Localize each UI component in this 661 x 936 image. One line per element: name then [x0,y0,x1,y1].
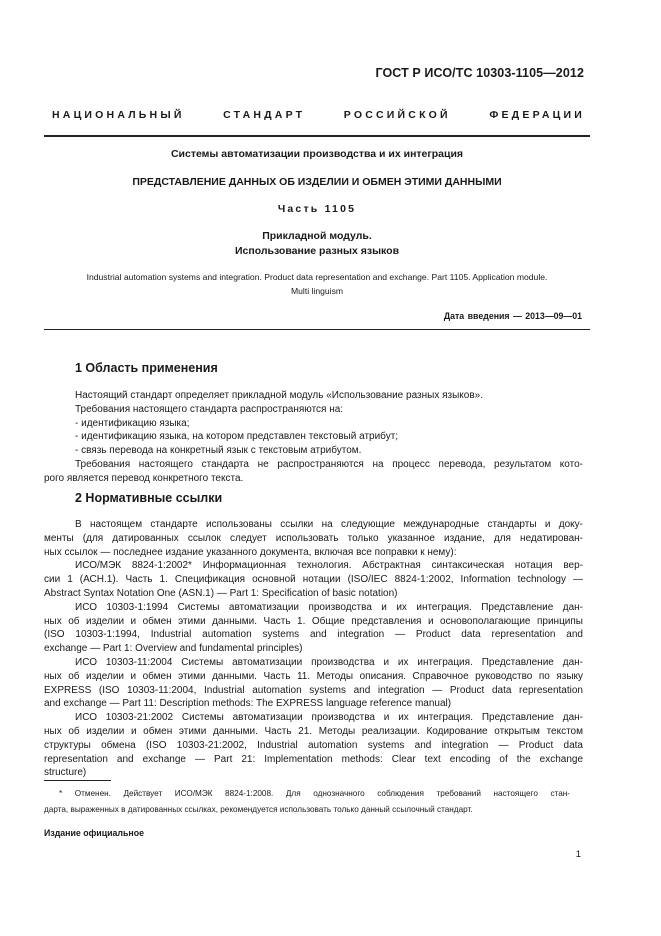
text-line: ных об изделии и обмен этими данными. Часть 1. Общие представления и основополагающие принципы [44,615,583,627]
text-line: В настоящем стандарте использованы ссылки на следующие международные стандарты и доку- [75,519,583,530]
text-line: сии 1 (АСН.1). Часть 1. Спецификация основной нотации (ISO/IEC 8824-1:2002, Information technology — [44,574,583,586]
text-line: exchange — Part 1: Overview and fundamental principles) [44,643,303,655]
footnote-line: дарта, выраженных в датированных ссылках, рекомендуется использовать только данный ссылочный стандарт. [44,805,473,814]
text-line: Требования настоящего стандарта распространяются на: [75,403,344,415]
subtitle-line-2: Использование разных языков [234,245,400,257]
text-line: and exchange — Part 11: Description methods: The EXPRESS language reference manual) [44,698,452,710]
text-line: рого является перевод конкретного текста. [44,472,244,484]
text-line: - идентификацию языка, на котором представлен текстовый атрибут; [75,431,399,443]
official-edition-label: Издание официальное [44,828,144,838]
text-line: EXPRESS (ISO 10303-11:2004, Industrial automation systems and integration — Product data representation [44,684,583,696]
national-standard-banner: НАЦИОНАЛЬНЫЙ СТАНДАРТ РОССИЙСКОЙ ФЕДЕРАЦИИ [52,109,585,121]
text-line: - идентификацию языка; [75,417,190,429]
footnote-divider [44,780,111,781]
date-divider [44,329,590,330]
text-line: - связь перевода на конкретный язык с текстовым атрибутом. [75,445,362,457]
text-line: ных ссылок — последнее издание указанного документа, включая все поправки к нему): [44,546,457,558]
introduction-date: Дата введения — 2013—09—01 [443,311,582,321]
text-line: Настоящий стандарт определяет прикладной модуль «Использование разных языков». [75,390,483,401]
text-line: структуры обмена (ISO 10303-21:2002, Industrial automation systems and integration — Product data [44,739,583,751]
subtitle-line-1: Прикладной модуль. [262,230,372,242]
footnote-line: * Отменен. Действует ИСО/МЭК 8824-1:2008. Для однозначного соблюдения требований настоящего стан- [59,789,570,798]
text-line: (ISO 10303-1:1994, Industrial automation systems and integration — Product data representation and [44,629,583,641]
page-number: 1 [575,849,581,860]
text-line: ных об изделии и обмен этими данными. Часть 21. Методы реализации. Кодирование открытым текстом [44,725,583,737]
section-1-heading: 1 Область применения [75,361,218,375]
english-title-line: Multi linguism [290,286,344,296]
text-line: ИСО 10303-1:1994 Системы автоматизации производства и их интеграция. Представление дан- [75,601,583,613]
english-title-line: Industrial automation systems and integration. Product data representation and exchange. Part 1105. Application module. [86,272,548,282]
text-line: ных об изделии и обмен этими данными. Часть 11. Методы описания. Справочное руководство по языку [44,670,583,682]
text-line: ИСО 10303-21:2002 Системы автоматизации производства и их интеграция. Представление дан- [75,712,583,724]
footnote [44,786,570,818]
english-title [44,270,590,298]
text-line: Abstract Syntax Notation One (ASN.1) — Part 1: Specification of basic notation) [44,587,398,599]
header-divider [44,135,590,137]
text-line: structure) [44,767,87,779]
series-title: Системы автоматизации производства и их интеграция [170,148,464,160]
section-2-body [44,518,583,780]
section-1-body [44,389,583,486]
part-number: Часть 1105 [277,203,357,215]
document-title: ПРЕДСТАВЛЕНИЕ ДАННЫХ ОБ ИЗДЕЛИИ И ОБМЕН ЭТИМИ ДАННЫМИ [132,176,502,188]
section-2-heading: 2 Нормативные ссылки [75,491,223,505]
text-line: ИСО 10303-11:2004 Системы автоматизации производства и их интеграция. Представление дан- [75,656,583,668]
text-line: ИСО/МЭК 8824-1:2002* Информационная технология. Абстрактная синтаксическая нотация вер- [75,560,583,572]
document-code: ГОСТ Р ИСО/ТС 10303-1105—2012 [375,66,584,80]
text-line: representation and exchange — Part 21: Implementation methods: Clear text encoding of the exchange [44,753,583,765]
text-line: менты (для датированных ссылок следует использовать только указанное издание, для недатирован- [44,532,583,544]
text-line: Требования настоящего стандарта не распространяются на процесс перевода, результатом кото- [75,458,583,470]
